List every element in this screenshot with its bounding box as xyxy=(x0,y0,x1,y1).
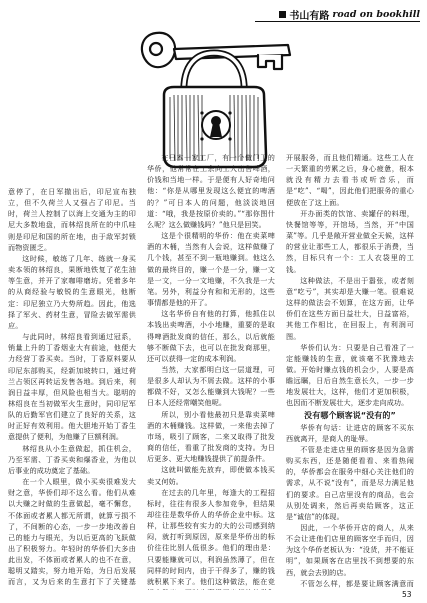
paragraph: 这种做法，不是出于嚣张，或者刻意“吃亏”，其实却是大赚一笔。很难说这样的做法会不划算，在这方面，让华侨们在这些方面日益壮大，日益富裕，其他工作相比，在回报上，有利润可图。 xyxy=(286,275,414,341)
section-title-en: road on bookhill xyxy=(332,8,420,20)
text-column-3 xyxy=(286,152,414,590)
text-column-2 xyxy=(147,152,275,590)
text-column-1 xyxy=(8,186,136,590)
paragraph: 不管怎么样，都是要让顾客满意而 xyxy=(300,578,414,588)
section-title-cn: 书山有路 xyxy=(289,10,330,22)
padlock-key-illustration-icon xyxy=(118,25,308,173)
paragraph: 在日本一家工厂，有一个做门卫的华侨，他常常在工余向工人出售啤酒，价钱和当地一样。于是便有人好奇地问他：“你是从哪里发现这么便宜的啤酒的？”可日本人的问题，他淡淡地回道：“哦，我是按原价卖的。”“那你图什么呢？这么做赚钱吗？”他只是回笑。 xyxy=(147,153,275,229)
paragraph: 这名华侨自有他的打算，他抓住以本钱出卖啤酒，小小地赚，重要的是取得啤酒批发商的信任，那么，以后就能够不断做下去，也可以在批发商那里，还可以获得一定的成本利润。 xyxy=(147,309,275,363)
paragraph: 不管是走进店里的顾客是因为急需购买东西，还是随便看看、来看热闹的，华侨都会在服务中细心关注他们的需求，从不说“没有”，而是尽力满足他们的要求。自己店里没有的商品，也会从别处调来，然后再卖给顾客，这正是“诚信”的体现。 xyxy=(286,444,414,521)
section-marker-icon xyxy=(279,11,286,18)
paragraph: 这就叫做能先放弃，即使做本钱买卖又何妨。 xyxy=(147,465,275,486)
page-number: 53 xyxy=(402,590,412,599)
paragraph: 开展服务，而且他们精通。这些工人在一天繁重的劳累之后，身心疲惫，根本就没有精力去看书或听音乐，而是“吃”、“喝”，因此他们把服务的重心便放在了这上面。 xyxy=(286,153,414,207)
paragraph: 在过去的几年里，每逢大的工程招标时，往往有很多人参加竞争，但结果却往往是数华侨人的华侨企业中标。这样，让那些较有实力的大的公司感到纳闷，就打听到原因，原来是华侨出的标价往往比别人低很多。他们的理由是：只要能赚就可以，利润虽然薄了，但在同样的时间内，由于干得多了，赚的钱就积累下来了。他们这种做法，能在竞 xyxy=(147,487,275,586)
paragraph: 与此同时，林绍良看到通过冠系，销量上升的丁香烟业大有前途，他便大力经营丁香买卖。当时，丁香原料要从印尼东部购买，经新加坡转口，通过荷兰占领区再转运发售各地。到后来，利润日益丰厚，但风险也相当大。聪明的林绍良在当初做军火生意时，同印尼军队的后勤军官们建立了良好的关系，这时正好有效利用。他大胆地开始丁香生意提供了便利，为他赚了巨额利润。 xyxy=(8,332,136,442)
paragraph: 在一个人眼里，做小买卖很难发大财之意，华侨们却不这么看。他们从难以大赚之时做的生意做起，毫不懈怠，不体面或者累人都无所谓，就算亏损不了，不间断的心态，一步一步地改善自己的能力与眼光，为以后更高的飞跃做出了积极努力。年轻时的华侨们大多由此出发，不体面或者累人的也不在意，聪明又踏实，努力地开始，为日后发展而言，又为后来的生意打下了关键基 xyxy=(8,477,136,587)
paragraph: 意停了，在日军撤出后，印尼宣布独立，但不久荷兰人又强占了印尼。当时，荷兰人控制了以海上交通为主的印尼大多数地盘，而林绍良所在的中爪哇则是印尼和国的所在地，由于敌军封锁而物资匮乏。 xyxy=(8,187,136,252)
paragraph: 所以，别小看他最初只是靠卖菜啤酒的木桶赚钱。这样做，一来他去掉了市场，吸引了顾客，二来又取得了批发商的信任，看重了批发商的支持。为日后更多、更大地赚钱提供了前提条件。 xyxy=(147,409,275,464)
paragraph: 华侨有句话：让进店的顾客不买东西就离开，是商人的耻辱。 xyxy=(286,422,414,443)
subheading: 没有哪个顾客说“没有的” xyxy=(304,410,396,420)
section-header xyxy=(255,7,420,22)
paragraph: 因此，一个华侨开店的商人，从来不会让进他们店里的顾客空手而归，因为这个华侨老板认为：“没货，并不能证明”，如果顾客在店里找不到想要的东西，就会去别的店。 xyxy=(286,523,414,577)
paragraph: 开办面类的饮馆、卖罐仔的料理，快餐馆等等，开馆场，当然，开“中国菜”等。几乎是敞开营业做全天候，这样的营业让那些工人，都很乐于消费，当然，目标只有一个：工人衣袋里的工钱。 xyxy=(286,208,414,274)
paragraph: 这时候，敏练了几年、练就一身买卖本领的林绍良，果断地铁复了花生油等生意，并开了家咖啡磨坊。凭着多年的从商经验与敏锐的生意眼光，他断定：印尼独立乃大势所趋。因此，他选择了军火、药材生意，冒险去做军需供应。 xyxy=(8,253,136,330)
paragraph: 这是个很精明的华侨：他在卖菜啤酒的木桶，当然有人会说，这样做赚了几个钱，甚至不到一瓶地赚到。他这么做的最终目的，赚一个是一分，赚一文是一文，一分一文地赚，不久我是一大笔。另外，利益分有和和无形的，这些事情都是他的开了。 xyxy=(147,231,275,308)
paragraph: 当然，大家都明白这一层道理，可是很多人却认为不屑去做。这样的小事都做不好，又怎么能赚到大钱呢？一些日本人还经常嘲笑他呢。 xyxy=(147,364,275,408)
paragraph: 林绍良从小生意做起，抓住机会，乃至军需、丁香买卖和爆香业，为他以后事业的成功奠定了基础。 xyxy=(8,443,136,475)
paragraph: 华侨们认为：只要是自己看准了一定能赚钱的生意，就该毫不犹豫地去做。开始时赚点钱的机会少，人要是高瞻远瞩，日后自然生意长久，一步一步地发展壮大，这样，他们才更加积极，也因而不断发展壮大，逐步走向成功。 xyxy=(286,342,414,408)
